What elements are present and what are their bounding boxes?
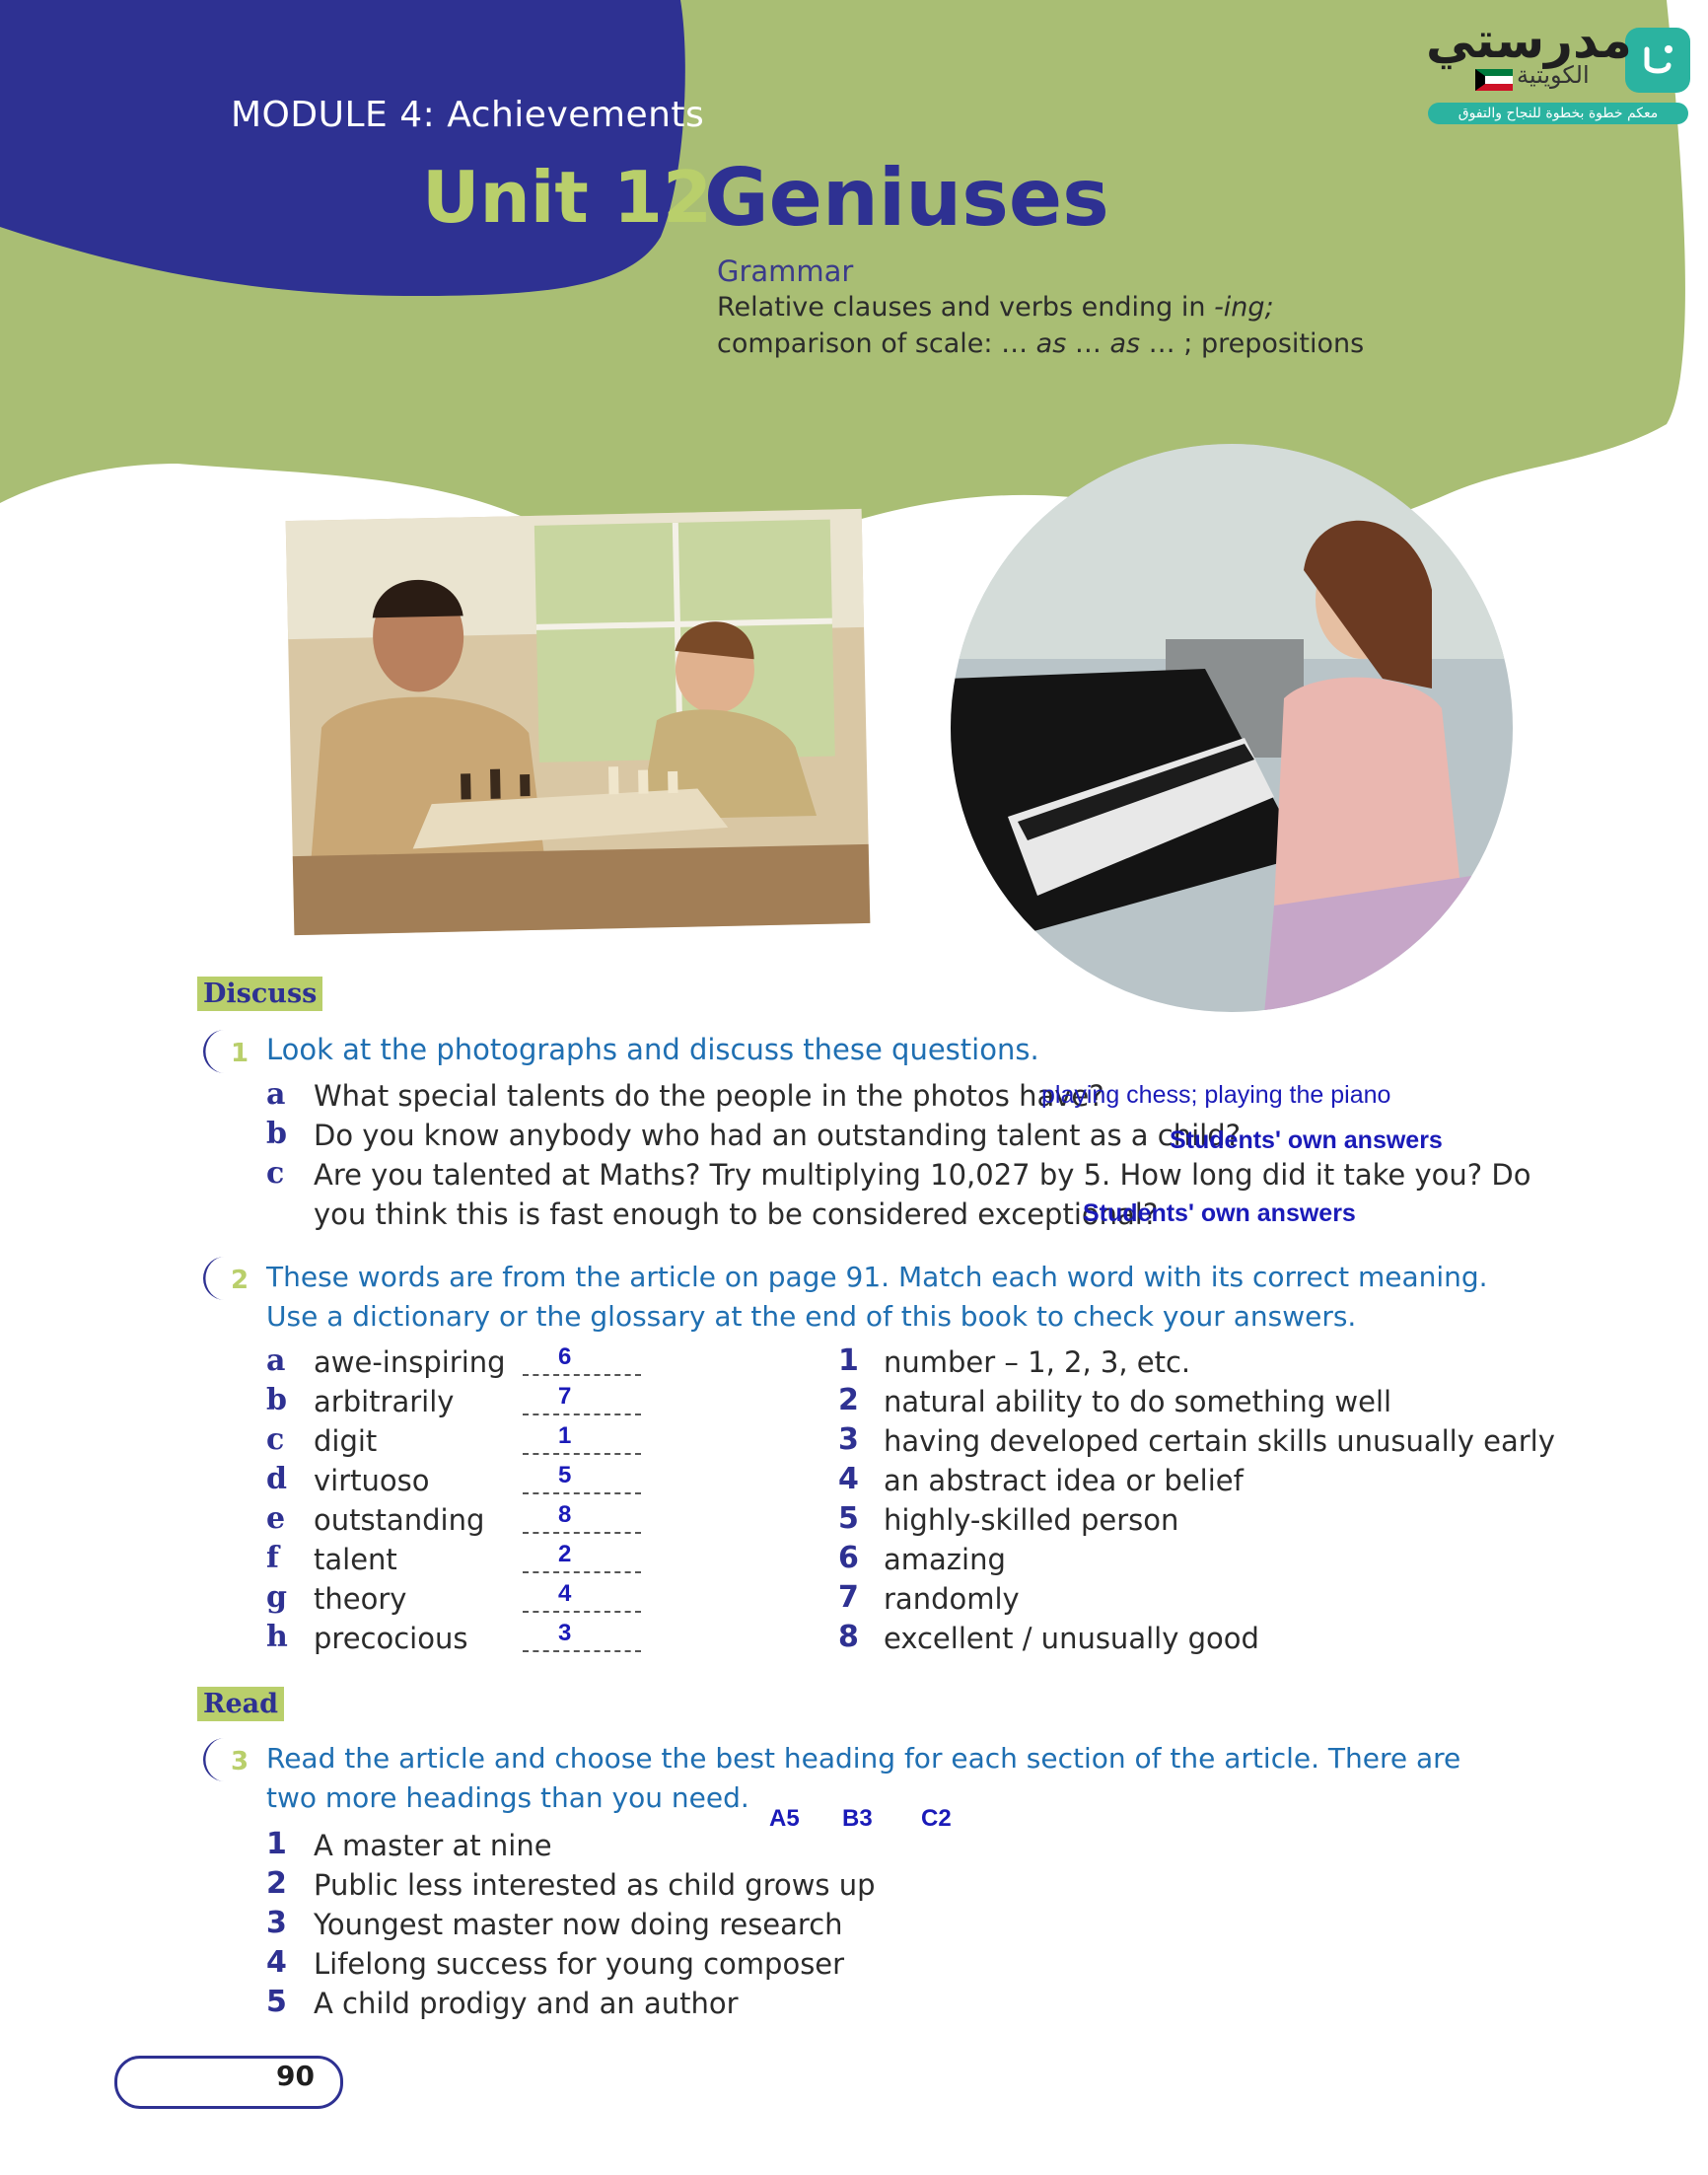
- heading-number: 2: [266, 1866, 287, 1901]
- meaning-number: 6: [838, 1541, 859, 1575]
- match-answer: 5: [558, 1462, 572, 1488]
- logo-tagline: معكم خطوة بخطوة للنجاح والتفوق: [1428, 103, 1688, 124]
- read-label: Read: [197, 1687, 284, 1721]
- chess-photo: [282, 505, 874, 939]
- heading-text: Youngest master now doing research: [314, 1908, 843, 1941]
- grammar-italic: as: [1109, 328, 1141, 359]
- question-1-prompt: Look at the photographs and discuss these questions.: [266, 1033, 1039, 1066]
- heading-number: 1: [266, 1827, 287, 1861]
- meaning-text: an abstract idea or belief: [884, 1464, 1244, 1497]
- discuss-label: Discuss: [197, 977, 322, 1011]
- meaning-number: 8: [838, 1620, 859, 1654]
- word-letter: d: [266, 1462, 287, 1496]
- answer-line: [523, 1531, 641, 1534]
- question-number-1-icon: [195, 1026, 247, 1077]
- svg-text:1: 1: [231, 1039, 249, 1068]
- grammar-text: … ; prepositions: [1140, 328, 1365, 359]
- heading-answer: A5: [769, 1805, 800, 1832]
- unit-title: Geniuses: [704, 152, 1109, 244]
- kuwait-flag-icon: [1475, 69, 1513, 91]
- answer-text: playing chess; playing the piano: [1041, 1081, 1391, 1109]
- word-letter: f: [266, 1541, 279, 1575]
- answer-line: [523, 1649, 641, 1652]
- grammar-label: Grammar: [717, 254, 854, 288]
- grammar-line-1: [717, 292, 1274, 323]
- meaning-number: 1: [838, 1343, 859, 1378]
- match-answer: 1: [558, 1422, 572, 1449]
- question-number-3-icon: [195, 1734, 247, 1785]
- meaning-number: 4: [838, 1462, 859, 1496]
- item-text-continued: you think this is fast enough to be considered exceptional?: [314, 1197, 1159, 1231]
- grammar-text: comparison of scale: …: [717, 328, 1036, 359]
- heading-number: 4: [266, 1945, 287, 1980]
- heading-text: Lifelong success for young composer: [314, 1947, 845, 1981]
- heading-number: 3: [266, 1906, 287, 1940]
- meaning-text: natural ability to do something well: [884, 1385, 1392, 1418]
- question-2-prompt-line-2: Use a dictionary or the glossary at the end of this book to check your answers.: [266, 1300, 1357, 1333]
- match-answer: 7: [558, 1383, 572, 1410]
- heading-text: A child prodigy and an author: [314, 1987, 739, 2020]
- logo-name: مدرستي: [1426, 12, 1632, 69]
- match-answer: 2: [558, 1541, 572, 1567]
- meaning-text: randomly: [884, 1582, 1020, 1616]
- grammar-text: Relative clauses and verbs ending in: [717, 292, 1215, 323]
- module-title: MODULE 4: Achievements: [231, 95, 705, 135]
- answer-line: [523, 1491, 641, 1494]
- page-number: 90: [276, 2060, 315, 2092]
- answer-line: [523, 1570, 641, 1573]
- item-text: Do you know anybody who had an outstanding talent as a child?: [314, 1119, 1242, 1152]
- heading-number: 5: [266, 1985, 287, 2019]
- word-text: awe-inspiring: [314, 1345, 506, 1379]
- grammar-italic: as: [1035, 328, 1067, 359]
- heading-text: Public less interested as child grows up: [314, 1868, 876, 1902]
- heading-text: A master at nine: [314, 1829, 552, 1862]
- question-2-prompt-line-1: These words are from the article on page 91. Match each word with its correct meaning.: [266, 1261, 1488, 1293]
- word-text: outstanding: [314, 1503, 485, 1537]
- word-text: precocious: [314, 1622, 468, 1655]
- answer-line: [523, 1610, 641, 1613]
- word-text: virtuoso: [314, 1464, 430, 1497]
- unit-number: Unit 12: [422, 156, 713, 239]
- word-text: arbitrarily: [314, 1385, 455, 1418]
- word-letter: h: [266, 1620, 288, 1654]
- logo-subtitle: الكويتية: [1517, 61, 1590, 89]
- answer-text: Students' own answers: [1170, 1126, 1443, 1154]
- item-text: Are you talented at Maths? Try multiplying 10,027 by 5. How long did it take you? Do: [314, 1158, 1531, 1192]
- question-number-2-icon: [195, 1253, 247, 1304]
- svg-text:3: 3: [231, 1747, 249, 1776]
- word-text: digit: [314, 1424, 378, 1458]
- grammar-text: …: [1066, 328, 1110, 359]
- answer-line: [523, 1452, 641, 1455]
- meaning-number: 2: [838, 1383, 859, 1417]
- match-answer: 3: [558, 1620, 572, 1646]
- svg-text:2: 2: [231, 1266, 249, 1295]
- grammar-italic: -ing;: [1214, 292, 1274, 323]
- logo-badge-icon: [1625, 28, 1690, 93]
- item-text: What special talents do the people in the photos have?: [314, 1079, 1104, 1113]
- item-letter: b: [266, 1117, 287, 1151]
- heading-answer: C2: [921, 1805, 952, 1832]
- item-letter: a: [266, 1077, 286, 1112]
- meaning-text: excellent / unusually good: [884, 1622, 1259, 1655]
- meaning-text: highly-skilled person: [884, 1503, 1179, 1537]
- item-letter: c: [266, 1156, 285, 1191]
- answer-line: [523, 1413, 641, 1415]
- meaning-number: 5: [838, 1501, 859, 1536]
- answer-text: Students' own answers: [1083, 1199, 1356, 1227]
- meaning-number: 3: [838, 1422, 859, 1457]
- question-3-prompt-line-2: two more headings than you need.: [266, 1781, 749, 1814]
- word-letter: b: [266, 1383, 287, 1417]
- word-text: talent: [314, 1543, 397, 1576]
- match-answer: 8: [558, 1501, 572, 1528]
- grammar-line-2: [717, 328, 1364, 359]
- heading-answer: B3: [842, 1805, 873, 1832]
- meaning-text: amazing: [884, 1543, 1006, 1576]
- meaning-number: 7: [838, 1580, 859, 1615]
- word-text: theory: [314, 1582, 407, 1616]
- word-letter: g: [266, 1580, 287, 1615]
- word-letter: c: [266, 1422, 285, 1457]
- meaning-text: having developed certain skills unusually early: [884, 1424, 1555, 1458]
- word-letter: a: [266, 1343, 286, 1378]
- match-answer: 6: [558, 1343, 572, 1370]
- match-answer: 4: [558, 1580, 572, 1607]
- word-letter: e: [266, 1501, 286, 1536]
- question-3-prompt-line-1: Read the article and choose the best heading for each section of the article. There are: [266, 1742, 1461, 1775]
- answer-line: [523, 1373, 641, 1376]
- piano-photo: [949, 442, 1515, 1014]
- navy-header-shape: [0, 0, 685, 296]
- meaning-text: number – 1, 2, 3, etc.: [884, 1345, 1191, 1379]
